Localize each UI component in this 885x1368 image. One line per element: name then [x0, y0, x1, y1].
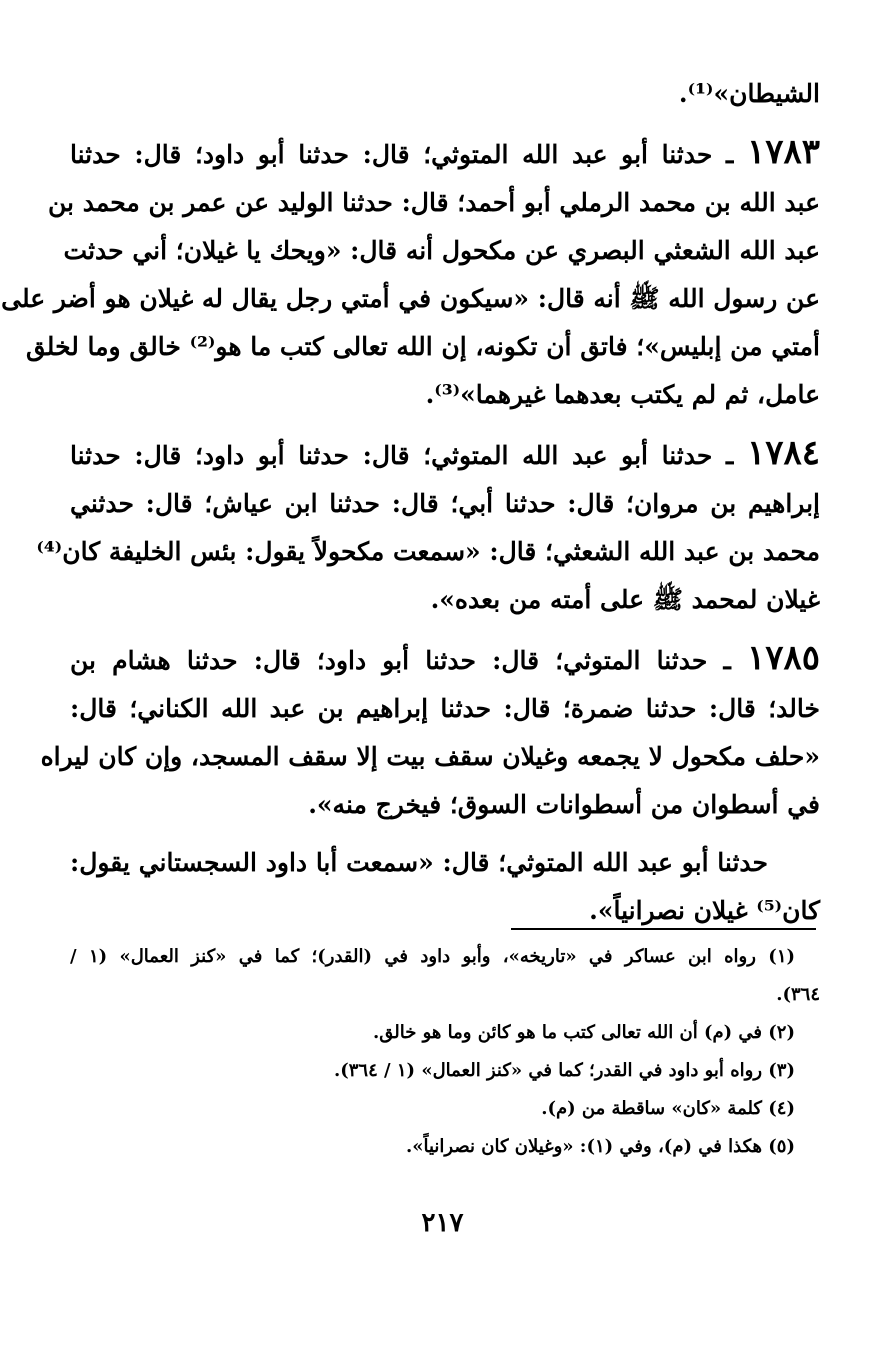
hadith-1783-line-4: عن رسول الله ﷺ أنه قال: «سيكون في أمتي رجل يقال له غيلان هو أضر على — [1, 284, 820, 313]
footnote-1-line-1: (١) رواه ابن عساكر في «تاريخه»، وأبو داود في (القدر)؛ كما في «كنز العمال» (١ / — [70, 946, 796, 967]
hadith-1785-line-4: في أسطوان من أسطوانات السوق؛ فيخرج منه». — [308, 790, 820, 819]
footnote-separator — [58, 928, 816, 929]
footnote-2: (٢) في (م) أن الله تعالى كتب ما هو كائن وما هو خالق. — [372, 1022, 795, 1043]
hadith-1783-line-6: عامل، ثم لم يكتب بعدهما غيرهما»⁽³⁾. — [425, 380, 820, 409]
footnote-5: (٥) هكذا في (م)، وفي (١): «وغيلان كان نصرانياً». — [405, 1136, 795, 1157]
hadith-1784-line-3: محمد بن عبد الله الشعثي؛ قال: «سمعت مكحولاً يقول: بئس الخليفة كان⁽⁴⁾ — [36, 537, 820, 566]
intro-line: الشيطان»⁽¹⁾. — [678, 79, 820, 108]
last-para-line-1: حدثنا أبو عبد الله المتوثي؛ قال: «سمعت أبا داود السجستاني يقول: — [70, 848, 768, 877]
main-text — [1, 70, 820, 935]
hadith-1784-line-4: غيلان لمحمد ﷺ على أمته من بعده». — [430, 585, 820, 614]
hadith-text: ـ حدثنا المتوثي؛ قال: حدثنا أبو داود؛ قال: حدثنا هشام بن — [70, 646, 731, 675]
hadith-text: ـ حدثنا أبو عبد الله المتوثي؛ قال: حدثنا أبو داود؛ قال: حدثنا — [70, 140, 734, 169]
hadith-1784-line-2: إبراهيم بن مروان؛ قال: حدثنا أبي؛ قال: حدثنا ابن عياش؛ قال: حدثني — [70, 489, 820, 518]
last-para-line-2: كان⁽⁵⁾ غيلان نصرانياً». — [589, 896, 820, 925]
hadith-1783-line-5: أمتي من إبليس»؛ فاتق أن تكونه، إن الله تعالى كتب ما هو⁽²⁾ خالق وما لخلق — [25, 332, 820, 361]
footnote-4: (٤) كلمة «كان» ساقطة من (م). — [541, 1098, 795, 1119]
footnote-1-line-2: ٣٦٤). — [776, 984, 820, 1005]
hadith-1783-line-3: عبد الله الشعثي البصري عن مكحول أنه قال: «ويحك يا غيلان؛ أني حدثت — [63, 236, 820, 265]
hadith-1785-line-1 — [70, 634, 820, 685]
hadith-1783-line-1 — [70, 128, 820, 179]
hadith-text: ـ حدثنا أبو عبد الله المتوثي؛ قال: حدثنا أبو داود؛ قال: حدثنا — [70, 441, 734, 470]
footnote-3: (٣) رواه أبو داود في القدر؛ كما في «كنز العمال» (١ / ٣٦٤). — [333, 1060, 795, 1081]
page-number: ٢١٧ — [421, 1208, 464, 1238]
hadith-1784-line-1 — [70, 429, 820, 480]
hadith-1783-line-2: عبد الله بن محمد الرملي أبو أحمد؛ قال: حدثنا الوليد عن عمر بن محمد بن — [48, 188, 820, 217]
hadith-number: ١٧٨٣ — [746, 132, 820, 172]
hadith-1785-line-2: خالد؛ قال: حدثنا ضمرة؛ قال: حدثنا إبراهيم بن عبد الله الكناني؛ قال: — [70, 694, 820, 723]
hadith-number: ١٧٨٥ — [746, 638, 820, 678]
hadith-number: ١٧٨٤ — [746, 433, 820, 473]
footnotes — [70, 938, 820, 1166]
hadith-1785-line-3: «حلف مكحول لا يجمعه وغيلان سقف بيت إلا سقف المسجد، وإن كان ليراه — [40, 742, 820, 771]
